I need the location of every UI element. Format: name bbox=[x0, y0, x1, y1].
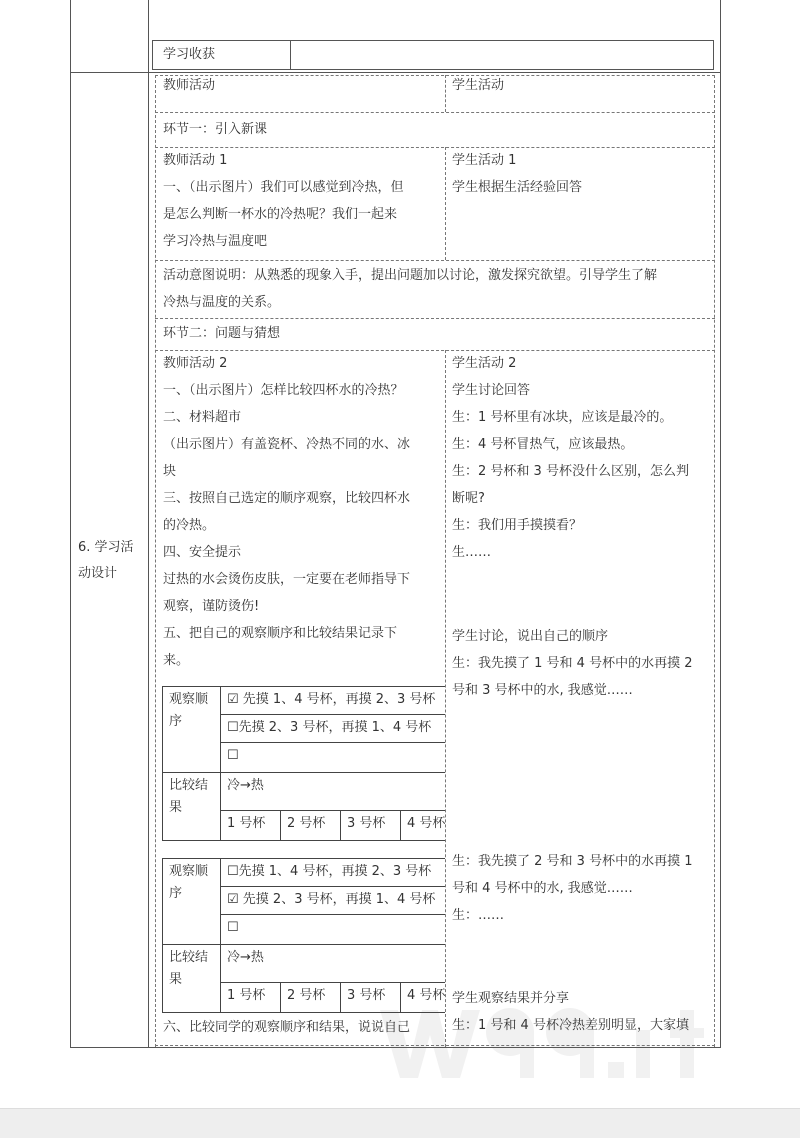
result-label: 比较结果 bbox=[163, 773, 221, 841]
text-line: 生：我先摸了 2 号和 3 号杯中的水再摸 1 bbox=[452, 854, 693, 869]
act1-student bbox=[452, 147, 582, 201]
dashed-line bbox=[445, 350, 446, 1047]
cup-cell: 1 号杯 bbox=[221, 811, 281, 841]
act2-student-3 bbox=[452, 848, 692, 929]
record-table-2 bbox=[162, 858, 445, 1013]
text-line: 学生观察结果并分享 bbox=[452, 991, 570, 1006]
text-line: 生：2 号杯和 3 号杯没什么区别，怎么判 bbox=[452, 464, 689, 479]
text-line: （出示图片）有盖瓷杯、冷热不同的水、冰 bbox=[163, 437, 411, 452]
text-line: 一、（出示图片）我们可以感觉到冷热，但 bbox=[163, 180, 404, 195]
text-line: 活动意图说明：从熟悉的现象入手，提出问题加以讨论，激发探究欲望。引导学生了解 bbox=[163, 268, 658, 283]
text-line: 学生活动 1 bbox=[452, 153, 517, 168]
text-line: 学生讨论回答 bbox=[452, 383, 531, 398]
outer-border-left bbox=[70, 0, 71, 1048]
final-step: 六、比较同学的观察顺序和结果，说说自己 bbox=[163, 1020, 411, 1035]
order-label: 观察顺序 bbox=[163, 859, 221, 945]
result-hint: 冷→热 bbox=[221, 945, 446, 983]
dashed-line bbox=[155, 1045, 715, 1046]
text-line: 生：我先摸了 1 号和 4 号杯中的水再摸 2 bbox=[452, 656, 693, 671]
order-option[interactable]: ☑ 先摸 1、4 号杯，再摸 2、3 号杯 bbox=[221, 687, 446, 715]
order-option[interactable]: ☐ bbox=[221, 915, 446, 945]
act2-teacher bbox=[163, 350, 410, 674]
teacher-header: 教师活动 bbox=[163, 78, 216, 93]
learning-gain-row bbox=[152, 40, 714, 70]
dashed-line bbox=[155, 260, 715, 261]
dashed-line bbox=[445, 75, 446, 112]
record-table-1 bbox=[162, 686, 445, 841]
text-line: 生：4 号杯冒热气，应该最热。 bbox=[452, 437, 634, 452]
text-line: 观察，谨防烫伤! bbox=[163, 599, 260, 614]
dashed-line bbox=[714, 75, 715, 1047]
cup-cell: 1 号杯 bbox=[221, 983, 281, 1013]
text-line: 教师活动 1 bbox=[163, 153, 228, 168]
dashed-line bbox=[155, 318, 715, 319]
text-line: 块 bbox=[163, 464, 177, 479]
cup-cell: 2 号杯 bbox=[281, 983, 341, 1013]
dashed-line bbox=[155, 112, 715, 113]
cup-cell: 2 号杯 bbox=[281, 811, 341, 841]
text-line: 号和 4 号杯中的水, 我感觉…… bbox=[452, 881, 633, 896]
text-line: 断呢? bbox=[452, 491, 485, 506]
text-line: 一、（出示图片）怎样比较四杯水的冷热？ bbox=[163, 383, 404, 398]
act2-student-4 bbox=[452, 985, 689, 1039]
student-header: 学生活动 bbox=[452, 78, 505, 93]
cup-cell: 3 号杯 bbox=[341, 811, 401, 841]
text-line: 二、材料超市 bbox=[163, 410, 242, 425]
order-option[interactable]: ☐先摸 1、4 号杯，再摸 2、3 号杯 bbox=[221, 859, 446, 887]
text-line: 学生活动 2 bbox=[452, 356, 517, 371]
act2-student bbox=[452, 350, 689, 566]
text-line: 冷热与温度的关系。 bbox=[163, 295, 281, 310]
outer-border-bottom bbox=[70, 1047, 721, 1048]
dashed-line bbox=[155, 75, 715, 76]
text-line: 是怎么判断一杯水的冷热呢？我们一起来 bbox=[163, 207, 398, 222]
stage2-title: 环节二：问题与猜想 bbox=[163, 326, 281, 341]
text-line: 三、按照自己选定的顺序观察，比较四杯水 bbox=[163, 491, 411, 506]
cup-cell: 4 号杯 bbox=[401, 983, 446, 1013]
intent-text bbox=[163, 262, 657, 316]
text-line: 学生讨论，说出自己的顺序 bbox=[452, 629, 609, 644]
section-label: 6. 学习活动设计 bbox=[78, 540, 134, 581]
act2-student-2 bbox=[452, 623, 692, 704]
stage1-title: 环节一：引入新课 bbox=[163, 122, 268, 137]
dashed-line bbox=[155, 75, 156, 1047]
text-line: 生…… bbox=[452, 545, 492, 560]
text-line: 过热的水会烫伤皮肤，一定要在老师指导下 bbox=[163, 572, 411, 587]
text-line: 教师活动 2 bbox=[163, 356, 228, 371]
outer-border-right bbox=[720, 0, 721, 1048]
text-line: 生：1 号和 4 号杯冷热差别明显，大家填 bbox=[452, 1018, 689, 1033]
cup-cell: 3 号杯 bbox=[341, 983, 401, 1013]
text-line: 学生根据生活经验回答 bbox=[452, 180, 583, 195]
learning-gain-label: 学习收获 bbox=[163, 47, 216, 62]
dashed-line bbox=[445, 147, 446, 260]
outer-divider bbox=[148, 0, 149, 1048]
text-line: 生：1 号杯里有冰块，应该是最冷的。 bbox=[452, 410, 673, 425]
text-line: 来。 bbox=[163, 653, 190, 668]
order-option[interactable]: ☑ 先摸 2、3 号杯，再摸 1、4 号杯 bbox=[221, 887, 446, 915]
text-line: 的冷热。 bbox=[163, 518, 216, 533]
text-line: 五、把自己的观察顺序和比较结果记录下 bbox=[163, 626, 398, 641]
result-hint: 冷→热 bbox=[221, 773, 446, 811]
order-option[interactable]: ☐先摸 2、3 号杯，再摸 1、4 号杯 bbox=[221, 715, 446, 743]
cup-cell: 4 号杯 bbox=[401, 811, 446, 841]
act1-teacher bbox=[163, 147, 404, 255]
order-label: 观察顺序 bbox=[163, 687, 221, 773]
cell-divider bbox=[290, 40, 291, 70]
order-option[interactable]: ☐ bbox=[221, 743, 446, 773]
result-label: 比较结果 bbox=[163, 945, 221, 1013]
page-footer-strip bbox=[0, 1108, 800, 1138]
text-line: 号和 3 号杯中的水, 我感觉…… bbox=[452, 683, 633, 698]
text-line: 生：我们用手摸摸看？ bbox=[452, 518, 583, 533]
text-line: 生：…… bbox=[452, 908, 505, 923]
text-line: 四、安全提示 bbox=[163, 545, 242, 560]
text-line: 学习冷热与温度吧 bbox=[163, 234, 268, 249]
